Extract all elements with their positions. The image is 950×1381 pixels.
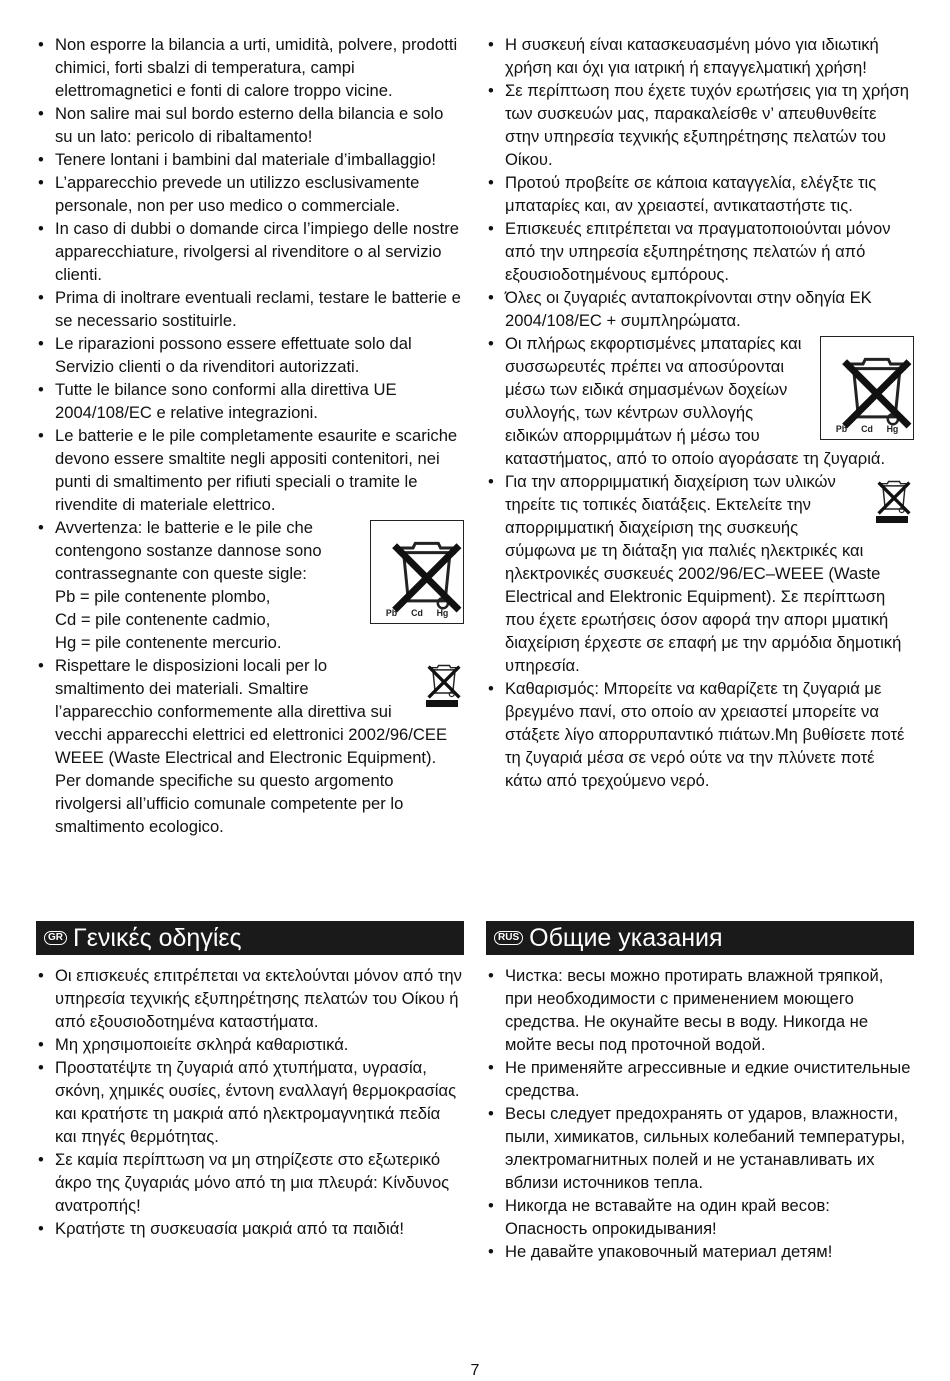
list-item-battery-warning: [36, 516, 464, 654]
battery-symbol-label: Cd: [861, 424, 873, 435]
country-code-badge: RUS: [494, 931, 523, 945]
page-number: 7: [470, 1362, 480, 1379]
list-item-battery-disposal: • Pb Cd Hg Οι πλήρως εκφορτισμένες μπαταρίες και συσσωρευτές πρέπει να αποσύρονται μέσω των ειδικά σημασμένων δοχείων συλλογής, των κέντρων συλλογής ειδικών απορριμμάτων ή μέσω του καταστήματος, από το οποίο αγοράσατε τη ζυγαριά.: [486, 332, 914, 470]
battery-symbol-label: Hg: [886, 424, 899, 435]
list-item: • Σε περίπτωση που έχετε τυχόν ερωτήσεις για τη χρήση των συσκευών μας, παρακαλείσθε ν’ απευθυνθείτε στην υπηρεσία τεχνικής εξυπηρέτησης πελατών του Οίκου.: [486, 79, 914, 171]
list-item: • Μη χρησιμοποιείτε σκληρά καθαριστικά.: [36, 1033, 464, 1056]
list-item: • In caso di dubbi o domande circa l’impiego delle nostre apparecchiature, rivolgersi al rivenditore o al servizio clienti.: [36, 217, 464, 286]
list-item: • Σε καμία περίπτωση να μη στηρίζεστε στο εξωτερικό άκρο της ζυγαριάς μόνο από τη μια πλευρά: Κίνδυνος ανατροπής!: [36, 1148, 464, 1217]
greek-list-continued: [486, 33, 914, 792]
weee-bin-icon: [420, 654, 464, 710]
list-item: • Tutte le bilance sono conformi alla direttiva UE 2004/108/EC e relative integrazioni.: [36, 378, 464, 424]
list-item-weee: • Rispettare le disposizioni locali per lo smaltimento dei materiali. Smaltire l’apparecchio conformemente alla direttiva sui vecchi apparecchi elettrici ed elettronici 2002/96/CEE WEEE (Waste Electrical and Electronic Equipment). Per domande specifiche su questo argomento rivolgersi all’ufficio comunale competente per lo smaltimento ecologico.: [36, 654, 464, 838]
battery-symbol-label: • Pb: [835, 424, 848, 435]
list-item: • Non salire mai sul bordo esterno della bilancia e solo su un lato: pericolo di ribaltamento!: [36, 102, 464, 148]
list-item: • Le riparazioni possono essere effettuate solo dal Servizio clienti o da rivenditori autorizzati.: [36, 332, 464, 378]
battery-disposal-icon: [370, 520, 464, 624]
battery-warning-text: Avvertenza: le batterie e le pile che contengono sostanze dannose sono contrassegnante con queste sigle:: [55, 518, 322, 583]
battery-line-mercury: Hg = pile contenente mercurio.: [55, 633, 282, 652]
weee-bin-icon: [870, 470, 914, 526]
list-item: • Non esporre la bilancia a urti, umidità, polvere, prodotti chimici, forti sbalzi di temperatura, campi elettromagnetici e fonti di calore troppo vicine.: [36, 33, 464, 102]
list-item: • Не применяйте агрессивные и едкие очистительные средства.: [486, 1056, 914, 1102]
greek-list: [36, 964, 464, 1240]
list-item: • Προτού προβείτε σε κάποια καταγγελία, ελέγξτε τις μπαταρίες και, αν χρειαστεί, αντικαταστήστε τις.: [486, 171, 914, 217]
battery-line-cadmium: Cd = pile contenente cadmio,: [55, 610, 271, 629]
list-item: • Οι επισκευές επιτρέπεται να εκτελούνται μόνον από την υπηρεσία τεχνικής εξυπηρέτησης πελατών του Οίκου ή από εξουσιοδοτημένα καταστήματα.: [36, 964, 464, 1033]
list-item: • Никогда не вставайте на один край весов: Опасность опрокидывания!: [486, 1194, 914, 1240]
list-item: • Tenere lontani i bambini dal materiale d’imballaggio!: [36, 148, 464, 171]
section-title: Общие указания: [529, 923, 723, 952]
list-item: • Προστατέψτε τη ζυγαριά από χτυπήματα, υγρασία, σκόνη, χημικές ουσίες, έντονη εναλλαγή θερμοκρασίας και κρατήστε τη μακριά από ηλεκτρομαγνητικά πεδία και πηγές θερμότητας.: [36, 1056, 464, 1148]
list-item: • Prima di inoltrare eventuali reclami, testare le batterie e se necessario sostituirle.: [36, 286, 464, 332]
italian-list: [36, 33, 464, 838]
battery-symbol-label: • Pb: [385, 608, 398, 619]
list-item: • Le batterie e le pile completamente esaurite e scariche devono essere smaltite negli appositi contenitori, nei punti di smaltimento per rifiuti speciali o tramite le rivendite di materiale elettrico.: [36, 424, 464, 516]
list-item: • Επισκευές επιτρέπεται να πραγματοποιούνται μόνον από την υπηρεσία εξυπηρέτησης πελατών ή από εξουσιοδοτημένους εμπόρους.: [486, 217, 914, 286]
section-header: [486, 921, 914, 955]
russian-section: [486, 921, 914, 1263]
list-item: • Весы следует предохранять от ударов, влажности, пыли, химикатов, сильных колебаний температуры, электромагнитных полей и не устанавливать их вблизи источников тепла.: [486, 1102, 914, 1194]
left-column: [36, 33, 464, 838]
battery-symbol-label: Cd: [411, 608, 423, 619]
list-item: • Чистка: весы можно протирать влажной тряпкой, при необходимости с применением моющего средства. Не окунайте весы в воду. Никогда не мойте весы под проточной водой.: [486, 964, 914, 1056]
battery-line-lead: Pb = pile contenente plombo,: [55, 587, 271, 606]
list-item: • Όλες οι ζυγαριές ανταποκρίνονται στην οδηγία ΕΚ 2004/108/EC + συμπληρώματα.: [486, 286, 914, 332]
battery-symbol-label: Hg: [436, 608, 449, 619]
list-item: • Κρατήστε τη συσκευασία μακριά από τα παιδιά!: [36, 1217, 464, 1240]
greek-section: [36, 921, 464, 1240]
list-item-weee: • Για την απορριμματική διαχείριση των υλικών τηρείτε τις τοπικές διατάξεις. Εκτελείτε την απορριμματική διαχείριση της συσκευής σύμφωνα με τη διάταξη για παλιές ηλεκτρικές και ηλεκτρονικές συσκευές 2002/96/EC–WEEE (Waste Electrical and Elektronic Equipment). Σε περίπτωση που έχετε ερωτήσεις όσον αφορά την απορι μματική διαχείριση έρχεστε σε επαφή με την αρμόδια δημοτική υπηρεσία.: [486, 470, 914, 677]
list-item: • Не давайте упаковочный материал детям!: [486, 1240, 914, 1263]
russian-list: [486, 964, 914, 1263]
country-code-badge: GR: [44, 931, 67, 945]
right-column: [486, 33, 914, 792]
battery-disposal-icon: [820, 336, 914, 440]
list-item: • L’apparecchio prevede un utilizzo esclusivamente personale, non per uso medico o commerciale.: [36, 171, 464, 217]
list-item: • Καθαρισμός: Μπορείτε να καθαρίζετε τη ζυγαριά με βρεγμένο πανί, στο οποίο αν χρειαστεί μπορείτε να στάξετε λίγο απορρυπαντικό πιάτων.Μη βυθίσετε ποτέ τη ζυγαριά μέσα σε νερό ούτε να την πλύνετε ποτέ κάτω από τρεχούμενο νερό.: [486, 677, 914, 792]
section-title: Γενικές οδηγίες: [73, 923, 242, 952]
list-item: • Η συσκευή είναι κατασκευασμένη μόνο για ιδιωτική χρήση και όχι για ιατρική ή επαγγελματική χρήση!: [486, 33, 914, 79]
section-header: [36, 921, 464, 955]
